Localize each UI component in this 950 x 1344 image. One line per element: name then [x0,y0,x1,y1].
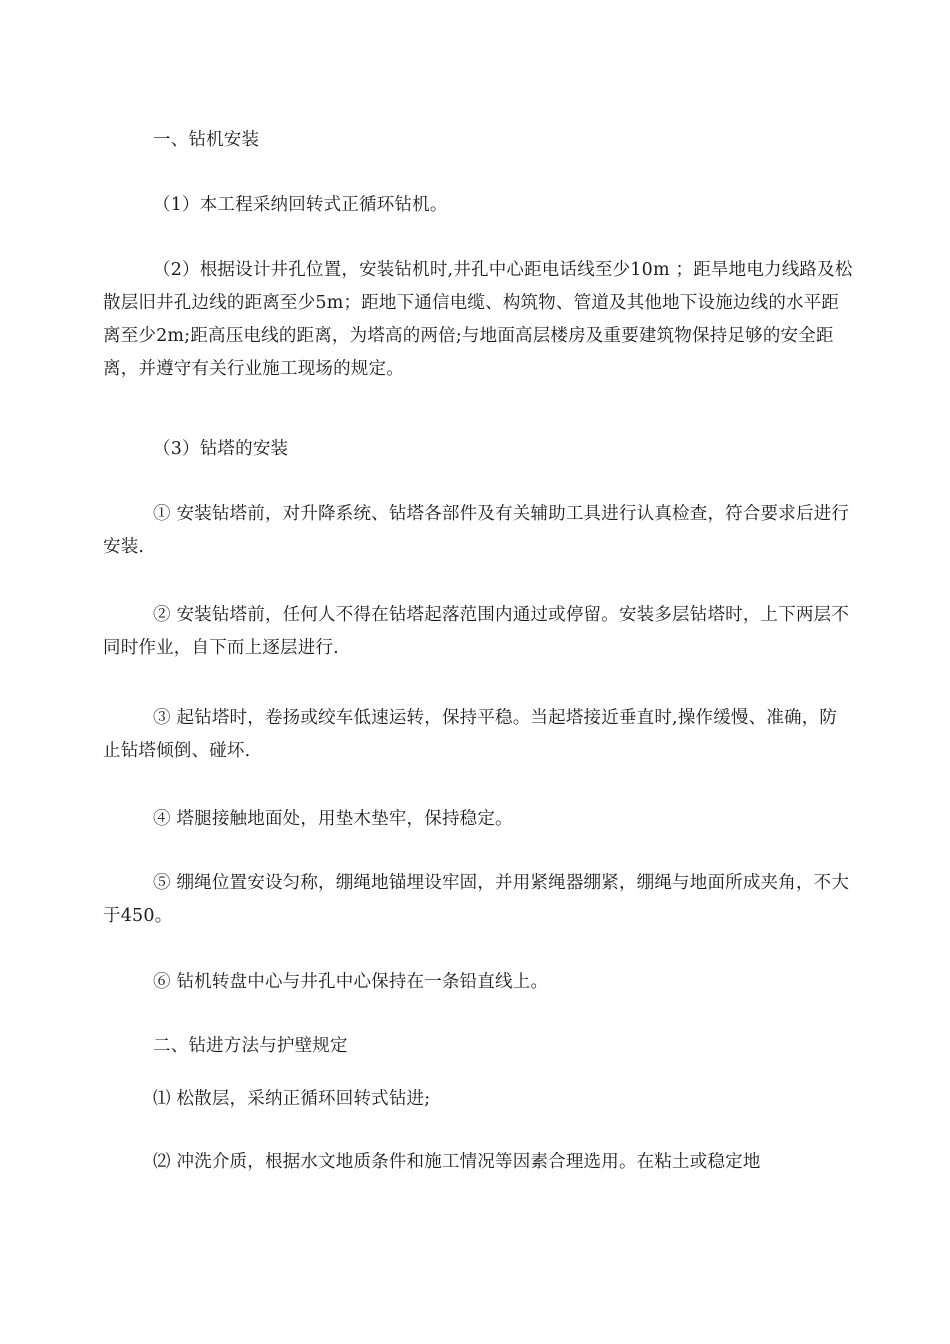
section-1-title: 一、钻机安装 [153,130,260,150]
sub-item-6: ⑥ 钻机转盘中心与井孔中心保持在一条铅直线上。 [153,972,549,992]
sub-item-5: ⑤ 绷绳位置安设匀称，绷绳地锚埋设牢固，并用紧绳器绷紧，绷绳与地面所成夹角，不大于450。 [103,873,850,926]
sub-item-4: ④ 塔腿接触地面处，用垫木垫牢，保持稳定。 [153,809,513,829]
item-3: （3）钻塔的安装 [153,439,289,459]
section-2-title: 二、钻进方法与护壁规定 [153,1036,348,1056]
section-2-item-2: ⑵ 冲洗介质，根据水文地质条件和施工情况等因素合理选用。在粘土或稳定地 [153,1152,761,1172]
item-2: （2）根据设计井孔位置，安装钻机时,井孔中心距电话线至少10m ；距旱地电力线路及松散层旧井孔边线的距离至少5m；距地下通信电缆、构筑物、管道及其他地下设施边线的水平距离至少2m;距高压电线的距离，为塔高的两倍;与地面高层楼房及重要建筑物保持足够的安全距离，并遵守有关行业施工现场的规定。 [103,260,853,379]
sub-item-2: ② 安装钻塔前，任何人不得在钻塔起落范围内通过或停留。安装多层钻塔时，上下两层不同时作业，自下而上逐层进行. [103,605,850,658]
section-2-item-1: ⑴ 松散层，采纳正循环回转式钻进; [153,1089,431,1109]
sub-item-1: ① 安装钻塔前，对升降系统、钻塔各部件及有关辅助工具进行认真检查，符合要求后进行安装. [103,504,850,557]
sub-item-3: ③ 起钻塔时，卷扬或绞车低速运转，保持平稳。当起塔接近垂直时,操作缓慢、准确，防止钻塔倾倒、碰坏. [103,708,838,761]
item-1: （1）本工程采纳回转式正循环钻机。 [153,195,448,215]
